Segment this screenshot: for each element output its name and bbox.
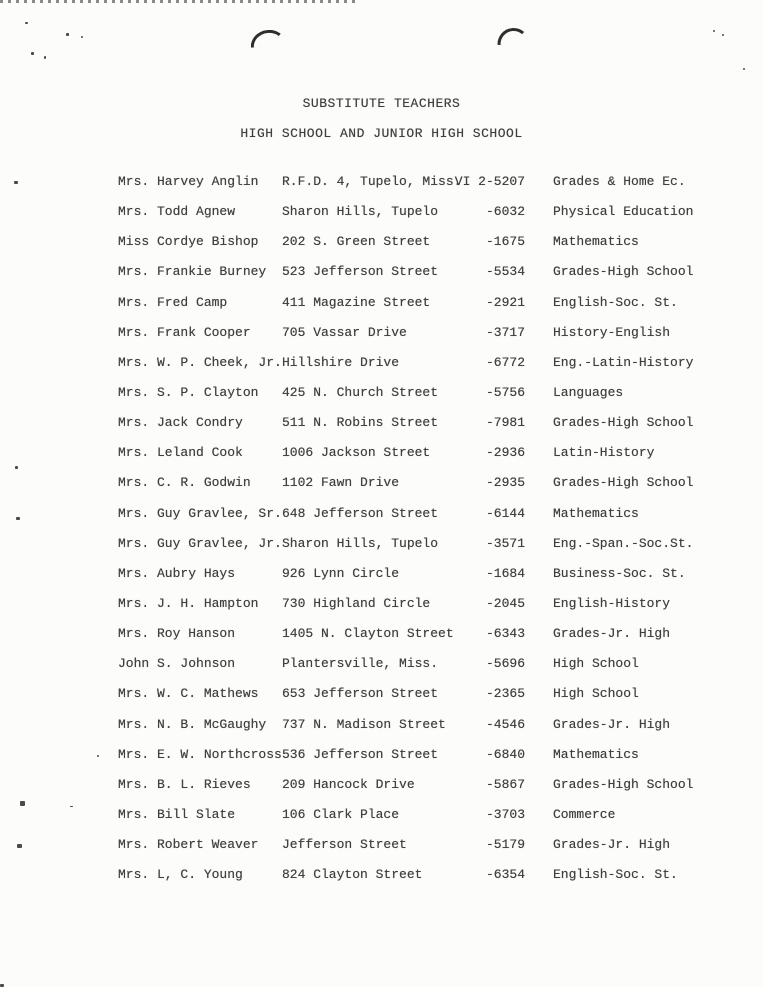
teacher-address: Sharon Hills, Tupelo: [282, 204, 439, 220]
teacher-name: Mrs. Fred Camp: [118, 294, 228, 310]
teacher-phone: -6772: [485, 354, 525, 370]
teacher-name: Mrs. J. H. Hampton: [118, 596, 259, 612]
teacher-address: 737 N. Madison Street: [282, 716, 446, 732]
teacher-row: [0, 830, 763, 860]
teacher-phone: -2921: [485, 294, 525, 310]
teacher-address: 523 Jefferson Street: [282, 264, 439, 280]
teacher-address: 106 Clark Place: [282, 807, 400, 823]
teacher-address: 209 Hancock Drive: [282, 776, 415, 792]
ink-speck: [713, 30, 715, 32]
teacher-address: Sharon Hills, Tupelo: [282, 535, 439, 551]
ink-speck: [743, 68, 745, 70]
teacher-subject: High School: [553, 656, 639, 672]
teacher-row: [0, 529, 763, 559]
teacher-name: Mrs. W. C. Mathews: [118, 686, 259, 702]
teacher-row: [0, 378, 763, 408]
teacher-name: Mrs. L, C. Young: [118, 867, 243, 883]
teacher-phone: -3703: [485, 807, 525, 823]
teacher-phone: -2935: [485, 475, 525, 491]
teacher-name: Mrs. Guy Gravlee, Sr.: [118, 505, 282, 521]
teacher-row: [0, 499, 763, 529]
teacher-subject: English-History: [553, 596, 671, 612]
ink-speck: [25, 22, 28, 24]
teacher-phone: -2936: [485, 445, 525, 461]
teacher-subject: Grades-High School: [553, 475, 694, 491]
teacher-row: [0, 197, 763, 227]
teacher-row: [0, 860, 763, 890]
teacher-phone: -5756: [485, 385, 525, 401]
teacher-subject: Physical Education: [553, 204, 694, 220]
teacher-subject: Latin-History: [553, 445, 655, 461]
teacher-address: 536 Jefferson Street: [282, 746, 439, 762]
teacher-row: [0, 227, 763, 257]
teacher-name: Miss Cordye Bishop: [118, 234, 259, 250]
teacher-row: [0, 740, 763, 770]
teacher-subject: Grades & Home Ec.: [553, 174, 686, 190]
teacher-address: 1102 Fawn Drive: [282, 475, 400, 491]
teacher-subject: Mathematics: [553, 505, 639, 521]
teacher-name: Mrs. Roy Hanson: [118, 626, 236, 642]
teacher-address: 202 S. Green Street: [282, 234, 431, 250]
teacher-row: [0, 619, 763, 649]
teacher-address: 705 Vassar Drive: [282, 324, 407, 340]
teacher-name: Mrs. Frank Cooper: [118, 324, 251, 340]
teacher-name: Mrs. E. W. Northcross: [118, 746, 282, 762]
teacher-name: Mrs. Guy Gravlee, Jr.: [118, 535, 282, 551]
ink-speck: [81, 36, 83, 38]
pen-arc-mark-left: [249, 28, 286, 48]
teacher-subject: Eng.-Span.-Soc.St.: [553, 535, 694, 551]
teacher-row: [0, 710, 763, 740]
teacher-subject: Grades-Jr. High: [553, 837, 671, 853]
perforation-dots: [0, 0, 360, 3]
teacher-name: Mrs. Leland Cook: [118, 445, 243, 461]
teacher-row: [0, 438, 763, 468]
teacher-subject: English-Soc. St.: [553, 867, 678, 883]
teacher-name: Mrs. Jack Condry: [118, 415, 243, 431]
teacher-row: [0, 468, 763, 498]
teacher-subject: Grades-High School: [553, 264, 694, 280]
teacher-phone: -2365: [485, 686, 525, 702]
teacher-address: 648 Jefferson Street: [282, 505, 439, 521]
teacher-row: [0, 257, 763, 287]
teacher-subject: Languages: [553, 385, 624, 401]
teacher-address: Jefferson Street: [282, 837, 407, 853]
teacher-phone: -3717: [485, 324, 525, 340]
teacher-subject: Grades-High School: [553, 776, 694, 792]
teacher-row: [0, 649, 763, 679]
teacher-address: 511 N. Robins Street: [282, 415, 439, 431]
teacher-name: Mrs. B. L. Rieves: [118, 776, 251, 792]
teacher-phone: -1675: [485, 234, 525, 250]
teacher-phone: -5179: [485, 837, 525, 853]
teacher-subject: Mathematics: [553, 746, 639, 762]
teacher-name: Mrs. N. B. McGaughy: [118, 716, 267, 732]
teacher-phone: -6840: [485, 746, 525, 762]
teacher-subject: Grades-Jr. High: [553, 626, 671, 642]
teacher-row: [0, 589, 763, 619]
teacher-address: 425 N. Church Street: [282, 385, 439, 401]
teacher-row: [0, 679, 763, 709]
teacher-row: [0, 167, 763, 197]
teacher-address: 824 Clayton Street: [282, 867, 423, 883]
teacher-row: [0, 770, 763, 800]
ink-speck: [31, 52, 34, 55]
teacher-phone: -5696: [485, 656, 525, 672]
teacher-name: Mrs. W. P. Cheek, Jr.: [118, 354, 282, 370]
teacher-roster: [0, 167, 763, 890]
teacher-row: [0, 288, 763, 318]
teacher-subject: Mathematics: [553, 234, 639, 250]
teacher-row: [0, 408, 763, 438]
teacher-subject: Grades-Jr. High: [553, 716, 671, 732]
teacher-phone: -7981: [485, 415, 525, 431]
teacher-phone: -5534: [485, 264, 525, 280]
teacher-phone: -6354: [485, 867, 525, 883]
teacher-phone: -6032: [485, 204, 525, 220]
ink-speck: [66, 33, 69, 36]
teacher-address: 411 Magazine Street: [282, 294, 431, 310]
teacher-subject: English-Soc. St.: [553, 294, 678, 310]
teacher-phone: -6343: [485, 626, 525, 642]
teacher-phone: -4546: [485, 716, 525, 732]
teacher-row: [0, 800, 763, 830]
teacher-name: Mrs. S. P. Clayton: [118, 385, 259, 401]
teacher-name: Mrs. Harvey Anglin: [118, 174, 259, 190]
teacher-row: [0, 318, 763, 348]
pen-arc-mark-right: [496, 27, 529, 45]
teacher-address: Plantersville, Miss.: [282, 656, 439, 672]
teacher-row: [0, 559, 763, 589]
teacher-phone: -5867: [485, 776, 525, 792]
teacher-phone: -3571: [485, 535, 525, 551]
teacher-row: [0, 348, 763, 378]
teacher-subject: History-English: [553, 324, 671, 340]
teacher-address: 1405 N. Clayton Street: [282, 626, 454, 642]
teacher-address: 1006 Jackson Street: [282, 445, 431, 461]
ink-speck: [722, 34, 724, 36]
document-title: SUBSTITUTE TEACHERS: [302, 96, 461, 111]
teacher-address: 730 Highland Circle: [282, 596, 431, 612]
teacher-phone: -6144: [485, 505, 525, 521]
teacher-name: Mrs. Aubry Hays: [118, 565, 236, 581]
teacher-address: 926 Lynn Circle: [282, 565, 400, 581]
teacher-name: Mrs. Frankie Burney: [118, 264, 267, 280]
teacher-phone: -2045: [485, 596, 525, 612]
ink-speck: [44, 56, 46, 59]
document-subtitle: HIGH SCHOOL AND JUNIOR HIGH SCHOOL: [240, 126, 523, 141]
teacher-address: R.F.D. 4, Tupelo, Miss.: [282, 174, 462, 190]
teacher-subject: High School: [553, 686, 639, 702]
teacher-name: Mrs. C. R. Godwin: [118, 475, 251, 491]
teacher-phone: -1684: [485, 565, 525, 581]
teacher-phone: VI 2-5207: [454, 174, 525, 190]
teacher-subject: Grades-High School: [553, 415, 694, 431]
teacher-name: Mrs. Bill Slate: [118, 807, 236, 823]
teacher-name: John S. Johnson: [118, 656, 236, 672]
teacher-name: Mrs. Todd Agnew: [118, 204, 236, 220]
teacher-subject: Eng.-Latin-History: [553, 354, 694, 370]
teacher-address: Hillshire Drive: [282, 354, 400, 370]
teacher-subject: Business-Soc. St.: [553, 565, 686, 581]
teacher-name: Mrs. Robert Weaver: [118, 837, 259, 853]
teacher-address: 653 Jefferson Street: [282, 686, 439, 702]
teacher-subject: Commerce: [553, 807, 616, 823]
